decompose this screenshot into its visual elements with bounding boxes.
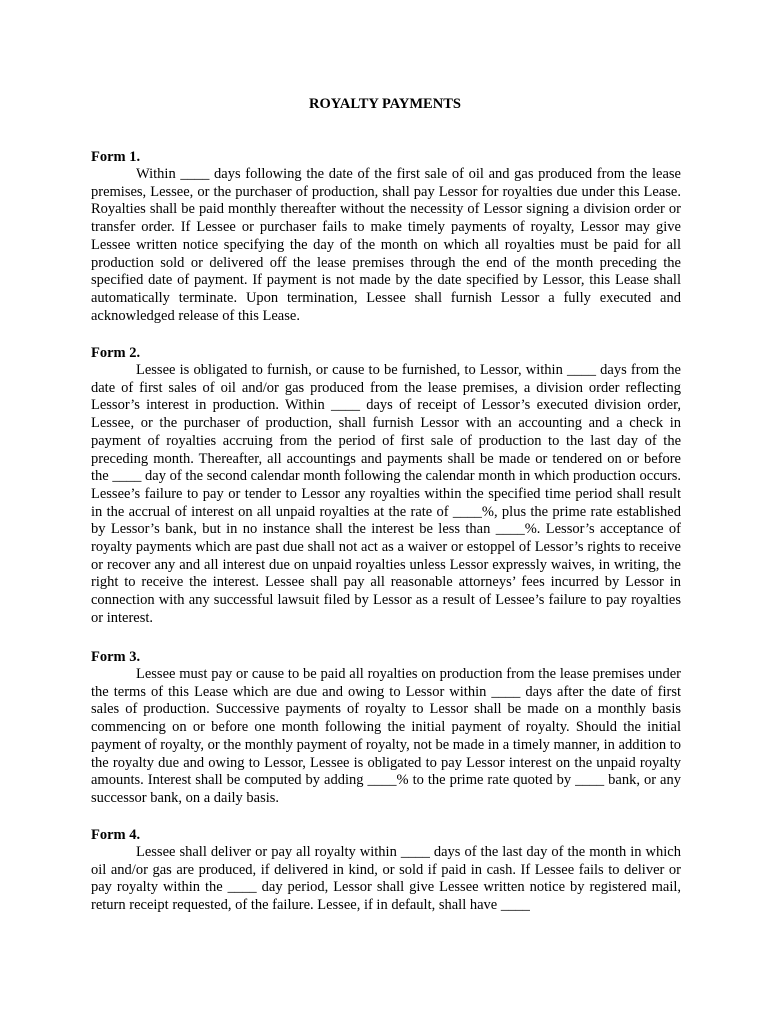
form-1-heading: Form 1. [91, 149, 141, 165]
form-2-section [91, 344, 681, 628]
form-1-section [91, 148, 681, 325]
page-title: ROYALTY PAYMENTS [309, 96, 461, 112]
form-2-heading: Form 2. [91, 345, 141, 361]
form-4-section [91, 826, 681, 915]
form-3-heading: Form 3. [91, 649, 141, 665]
form-4-heading: Form 4. [91, 827, 141, 843]
form-3-section [91, 648, 681, 808]
form-4-text: Lessee shall deliver or pay all royalty within ____ days of the last day of the month in which oil and/or gas are produced, if delivered in kind, or sold if paid in cash. If Lessee fails to deliver or pay royalty within the ____ day period, Lessor shall give Lessee written notice by registered mail, return receipt requested, of the failure. Lessee, if in default, shall have ____ [91, 844, 681, 914]
form-2-text: Lessee is obligated to furnish, or cause to be furnished, to Lessor, within ____ days from the date of first sales of oil and/or gas produced from the lease premises, a division order reflecting Lessor’s interest in production. Within ____ days of receipt of Lessor’s executed division order, Lessee, or the purchaser of production, shall furnish Lessor with an accounting and a check in payment of royalties accruing from the period of first sale of production to the last day of the preceding month. Thereafter, all accountings and payments shall be made or tendered on or before the ____ day of the second calendar month following the calendar month in which production occurs. Lessee’s failure to pay or tender to Lessor any royalties within the specified time period shall result in the accrual of interest on all unpaid royalties at the rate of ____%, plus the prime rate established by Lessor’s bank, but in no instance shall the interest be less than ____%. Lessor’s acceptance of royalty payments which are past due shall not act as a waiver or estoppel of Lessor’s rights to receive or recover any and all interest due on unpaid royalties unless Lessor expressly waives, in writing, the right to receive the interest. Lessee shall pay all reasonable attorneys’ fees incurred by Lessor in connection with any successful lawsuit filed by Lessor as a result of Lessee’s failure to pay royalties or interest. [91, 362, 681, 626]
form-3-text: Lessee must pay or cause to be paid all royalties on production from the lease premises under the terms of this Lease which are due and owing to Lessor within ____ days after the date of first sales of production. Successive payments of royalty to Lessor shall be made on a monthly basis commencing on or before one month following the initial payment of royalty. Should the initial payment of royalty, or the monthly payment of royalty, not be made in a timely manner, in addition to the royalty due and owing to Lessor, Lessee is obligated to pay Lessor interest on the unpaid royalty amounts. Interest shall be computed by adding ____% to the prime rate quoted by ____ bank, or any successor bank, on a daily basis. [91, 666, 681, 806]
form-1-text: Within ____ days following the date of the first sale of oil and gas produced from the lease premises, Lessee, or the purchaser of production, shall pay Lessor for royalties due under this Lease. Royalties shall be paid monthly thereafter without the necessity of Lessor signing a division order or transfer order. If Lessee or purchaser fails to make timely payments of royalty, Lessor may give Lessee written notice specifying the day of the month on which all royalties must be paid for all production sold or delivered off the lease premises through the end of the month preceding the specified date of payment. If payment is not made by the date specified by Lessor, this Lease shall automatically terminate. Upon termination, Lessee shall furnish Lessor a fully executed and acknowledged release of this Lease. [91, 166, 681, 324]
